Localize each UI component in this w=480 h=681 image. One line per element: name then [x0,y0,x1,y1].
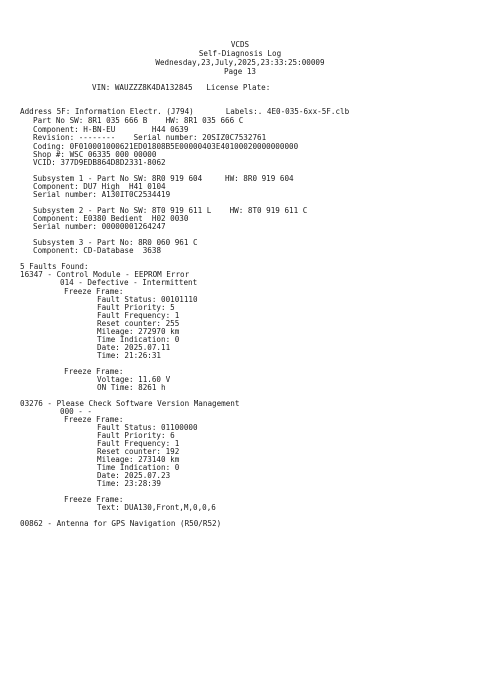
freeze-frame-line: Fault Frequency: 1 [97,311,180,320]
subsystem-line: Subsystem 2 - Part No SW: 8T0 919 611 L HW: 8T0 919 611 C [33,206,308,215]
address-line: Component: H-BN-EU H44 0639 [33,125,189,134]
header-title: Self-Diagnosis Log [198,49,282,58]
freeze-frame-label: Freeze Frame: [64,495,124,504]
freeze-frame-line: Time: 23:28:39 [97,479,162,488]
freeze-frame-label: Freeze Frame: [64,367,124,376]
header-app-name: VCDS [230,40,250,49]
header-vin-line: VIN: WAUZZZ8K4DA132845 License Plate: [92,83,271,92]
freeze-frame-line: Fault Status: 00101110 [97,295,198,304]
subsystem-line: Component: CD-Database 3638 [33,246,162,255]
freeze-frame-line: Text: DUA130,Front,M,0,0,6 [97,503,216,512]
fault-title: 03276 - Please Check Software Version Management [20,399,240,408]
freeze-frame-line: Mileage: 272970 km [97,327,180,336]
faults-found-count: 5 Faults Found: [20,262,89,271]
freeze-frame-line: Reset counter: 255 [97,319,180,328]
freeze-frame-label: Freeze Frame: [64,287,124,296]
freeze-frame-line: Fault Status: 01100000 [97,423,198,432]
freeze-frame-line: Date: 2025.07.11 [97,343,171,352]
header-page-number: Page 13 [223,67,256,76]
fault-title: 16347 - Control Module - EEPROM Error [20,270,190,279]
address-title: Address 5F: Information Electr. (J794) Labels:. 4E0-035-6xx-5F.clb [20,107,350,116]
freeze-frame-line: ON Time: 8261 h [97,383,166,392]
address-line: VCID: 377D9EDB864D8D2331-8062 [33,158,166,167]
subsystem-line: Component: E0380 Bedient H02 0030 [33,214,189,223]
freeze-frame-line: Voltage: 11.60 V [97,375,171,384]
address-line: Part No SW: 8R1 035 666 B HW: 8R1 035 666 C [33,116,244,125]
address-line: Shop #: WSC 06335 000 00000 [33,150,157,159]
subsystem-line: Subsystem 1 - Part No SW: 8R0 919 604 HW: 8R0 919 604 [33,174,294,183]
freeze-frame-line: Time Indication: 0 [97,463,180,472]
freeze-frame-line: Fault Frequency: 1 [97,439,180,448]
address-line: Revision: -------- Serial number: 20SIZ0C7532761 [33,133,267,142]
address-line: Coding: 0F010001000621ED01808B5E00000403E40100020000000000 [33,142,299,151]
fault-subtitle: 014 - Defective - Intermittent [60,278,198,287]
freeze-frame-line: Time: 21:26:31 [97,351,162,360]
freeze-frame-line: Mileage: 273140 km [97,455,180,464]
subsystem-line: Serial number: A130IT0C2534419 [33,190,171,199]
fault-subtitle: 000 - - [60,407,93,416]
subsystem-line: Subsystem 3 - Part No: 8R0 060 961 C [33,238,198,247]
subsystem-line: Component: DU7 High H41 0104 [33,182,166,191]
freeze-frame-line: Time Indication: 0 [97,335,180,344]
freeze-frame-label: Freeze Frame: [64,415,124,424]
freeze-frame-line: Fault Priority: 6 [97,431,175,440]
fault-title: 00862 - Antenna for GPS Navigation (R50/R52) [20,519,222,528]
subsystem-line: Serial number: 00000001264247 [33,222,166,231]
freeze-frame-line: Reset counter: 192 [97,447,180,456]
header-datetime: Wednesday,23,July,2025,23:33:25:00009 [155,58,325,67]
freeze-frame-line: Fault Priority: 5 [97,303,175,312]
freeze-frame-line: Date: 2025.07.23 [97,471,171,480]
